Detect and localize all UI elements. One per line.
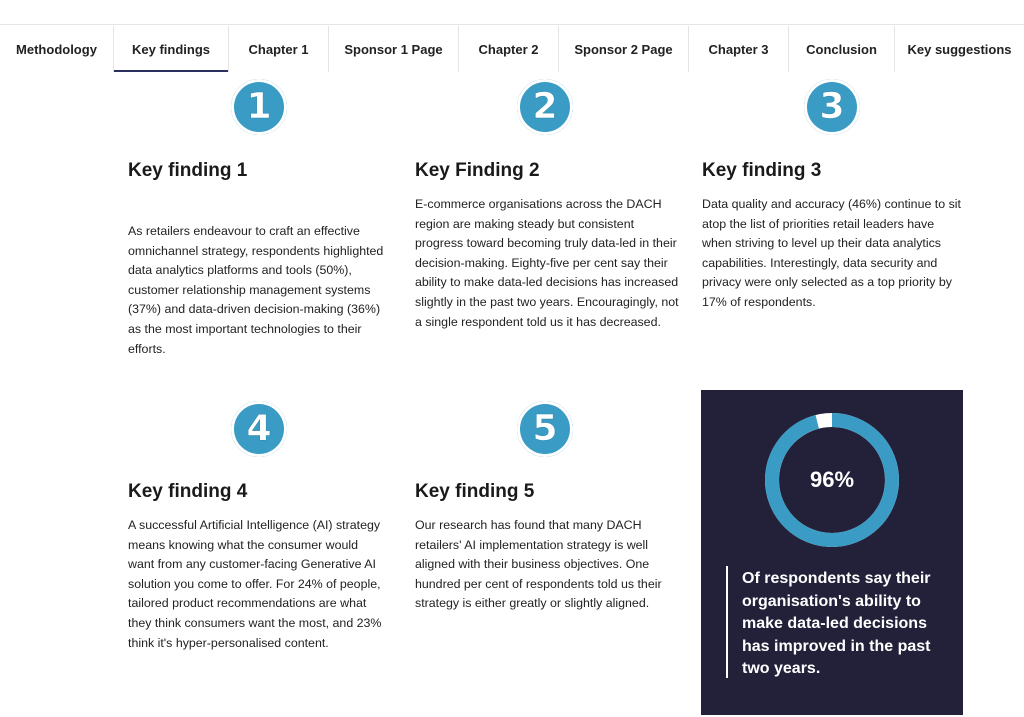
header-divider	[0, 24, 1024, 25]
finding-2-title: Key Finding 2	[415, 160, 540, 181]
finding-5-text: Our research has found that many DACH retailers' AI implementation strategy is well aligned with their business objectives. One hundred per cent of respondents told us their strategy is either greatly or slightly aligned.	[415, 518, 662, 611]
tab-chapter-1[interactable]: Chapter 1	[229, 26, 329, 72]
number-four-icon: 4	[231, 401, 287, 457]
stat-value: 96%	[809, 467, 855, 492]
number-two-icon: 2	[517, 79, 573, 135]
finding-1-title: Key finding 1	[128, 160, 248, 181]
tab-chapter-3[interactable]: Chapter 3	[689, 26, 789, 72]
section-nav	[0, 26, 1024, 72]
tab-chapter-2[interactable]: Chapter 2	[459, 26, 559, 72]
finding-3-title: Key finding 3	[702, 160, 822, 181]
finding-3-text: Data quality and accuracy (46%) continue to sit atop the list of priorities retail leaders have when striving to level up their data analytics capabilities. Interestingly, data security and privacy were only selected as a top priority by 17% of respondents.	[702, 197, 961, 309]
tab-conclusion[interactable]: Conclusion	[789, 26, 895, 72]
number-three-icon: 3	[804, 79, 860, 135]
finding-4-text: A successful Artificial Intelligence (AI) strategy means knowing what the consumer would want from any customer-facing Generative AI solution you come to offer. For 24% of people, tailored product recommendations are what they think consumers want the most, and 23% think it's hyper-personalised content.	[128, 518, 382, 650]
finding-5-title: Key finding 5	[415, 481, 535, 502]
finding-2-text: E-commerce organisations across the DACH region are making steady but consistent progress toward becoming truly data-led in their decision-making. Eighty-five per cent say their ability to make data-led decisions has increased slightly in the past two years. Encouragingly, not a single respondent told us it has decreased.	[415, 197, 679, 329]
finding-1-text: As retailers endeavour to craft an effective omnichannel strategy, respondents highlighted data analytics platforms and tools (50%), customer relationship management systems (37%) and data-driven decision-making (36%) as the most important technologies to their efforts.	[128, 224, 384, 356]
stat-panel	[701, 390, 963, 715]
finding-4-title: Key finding 4	[128, 481, 248, 502]
quote-bar	[726, 566, 728, 678]
tab-key-findings[interactable]: Key findings	[114, 26, 229, 72]
tab-sponsor-2-page[interactable]: Sponsor 2 Page	[559, 26, 689, 72]
stat-description: Of respondents say their organisation's ability to make data-led decisions has improved in the past two years.	[742, 570, 931, 678]
tab-key-suggestions[interactable]: Key suggestions	[907, 41, 1012, 57]
number-one-icon: 1	[231, 79, 287, 135]
number-five-icon: 5	[517, 401, 573, 457]
tab-methodology[interactable]: Methodology	[0, 26, 114, 72]
tab-sponsor-1-page[interactable]: Sponsor 1 Page	[329, 26, 459, 72]
